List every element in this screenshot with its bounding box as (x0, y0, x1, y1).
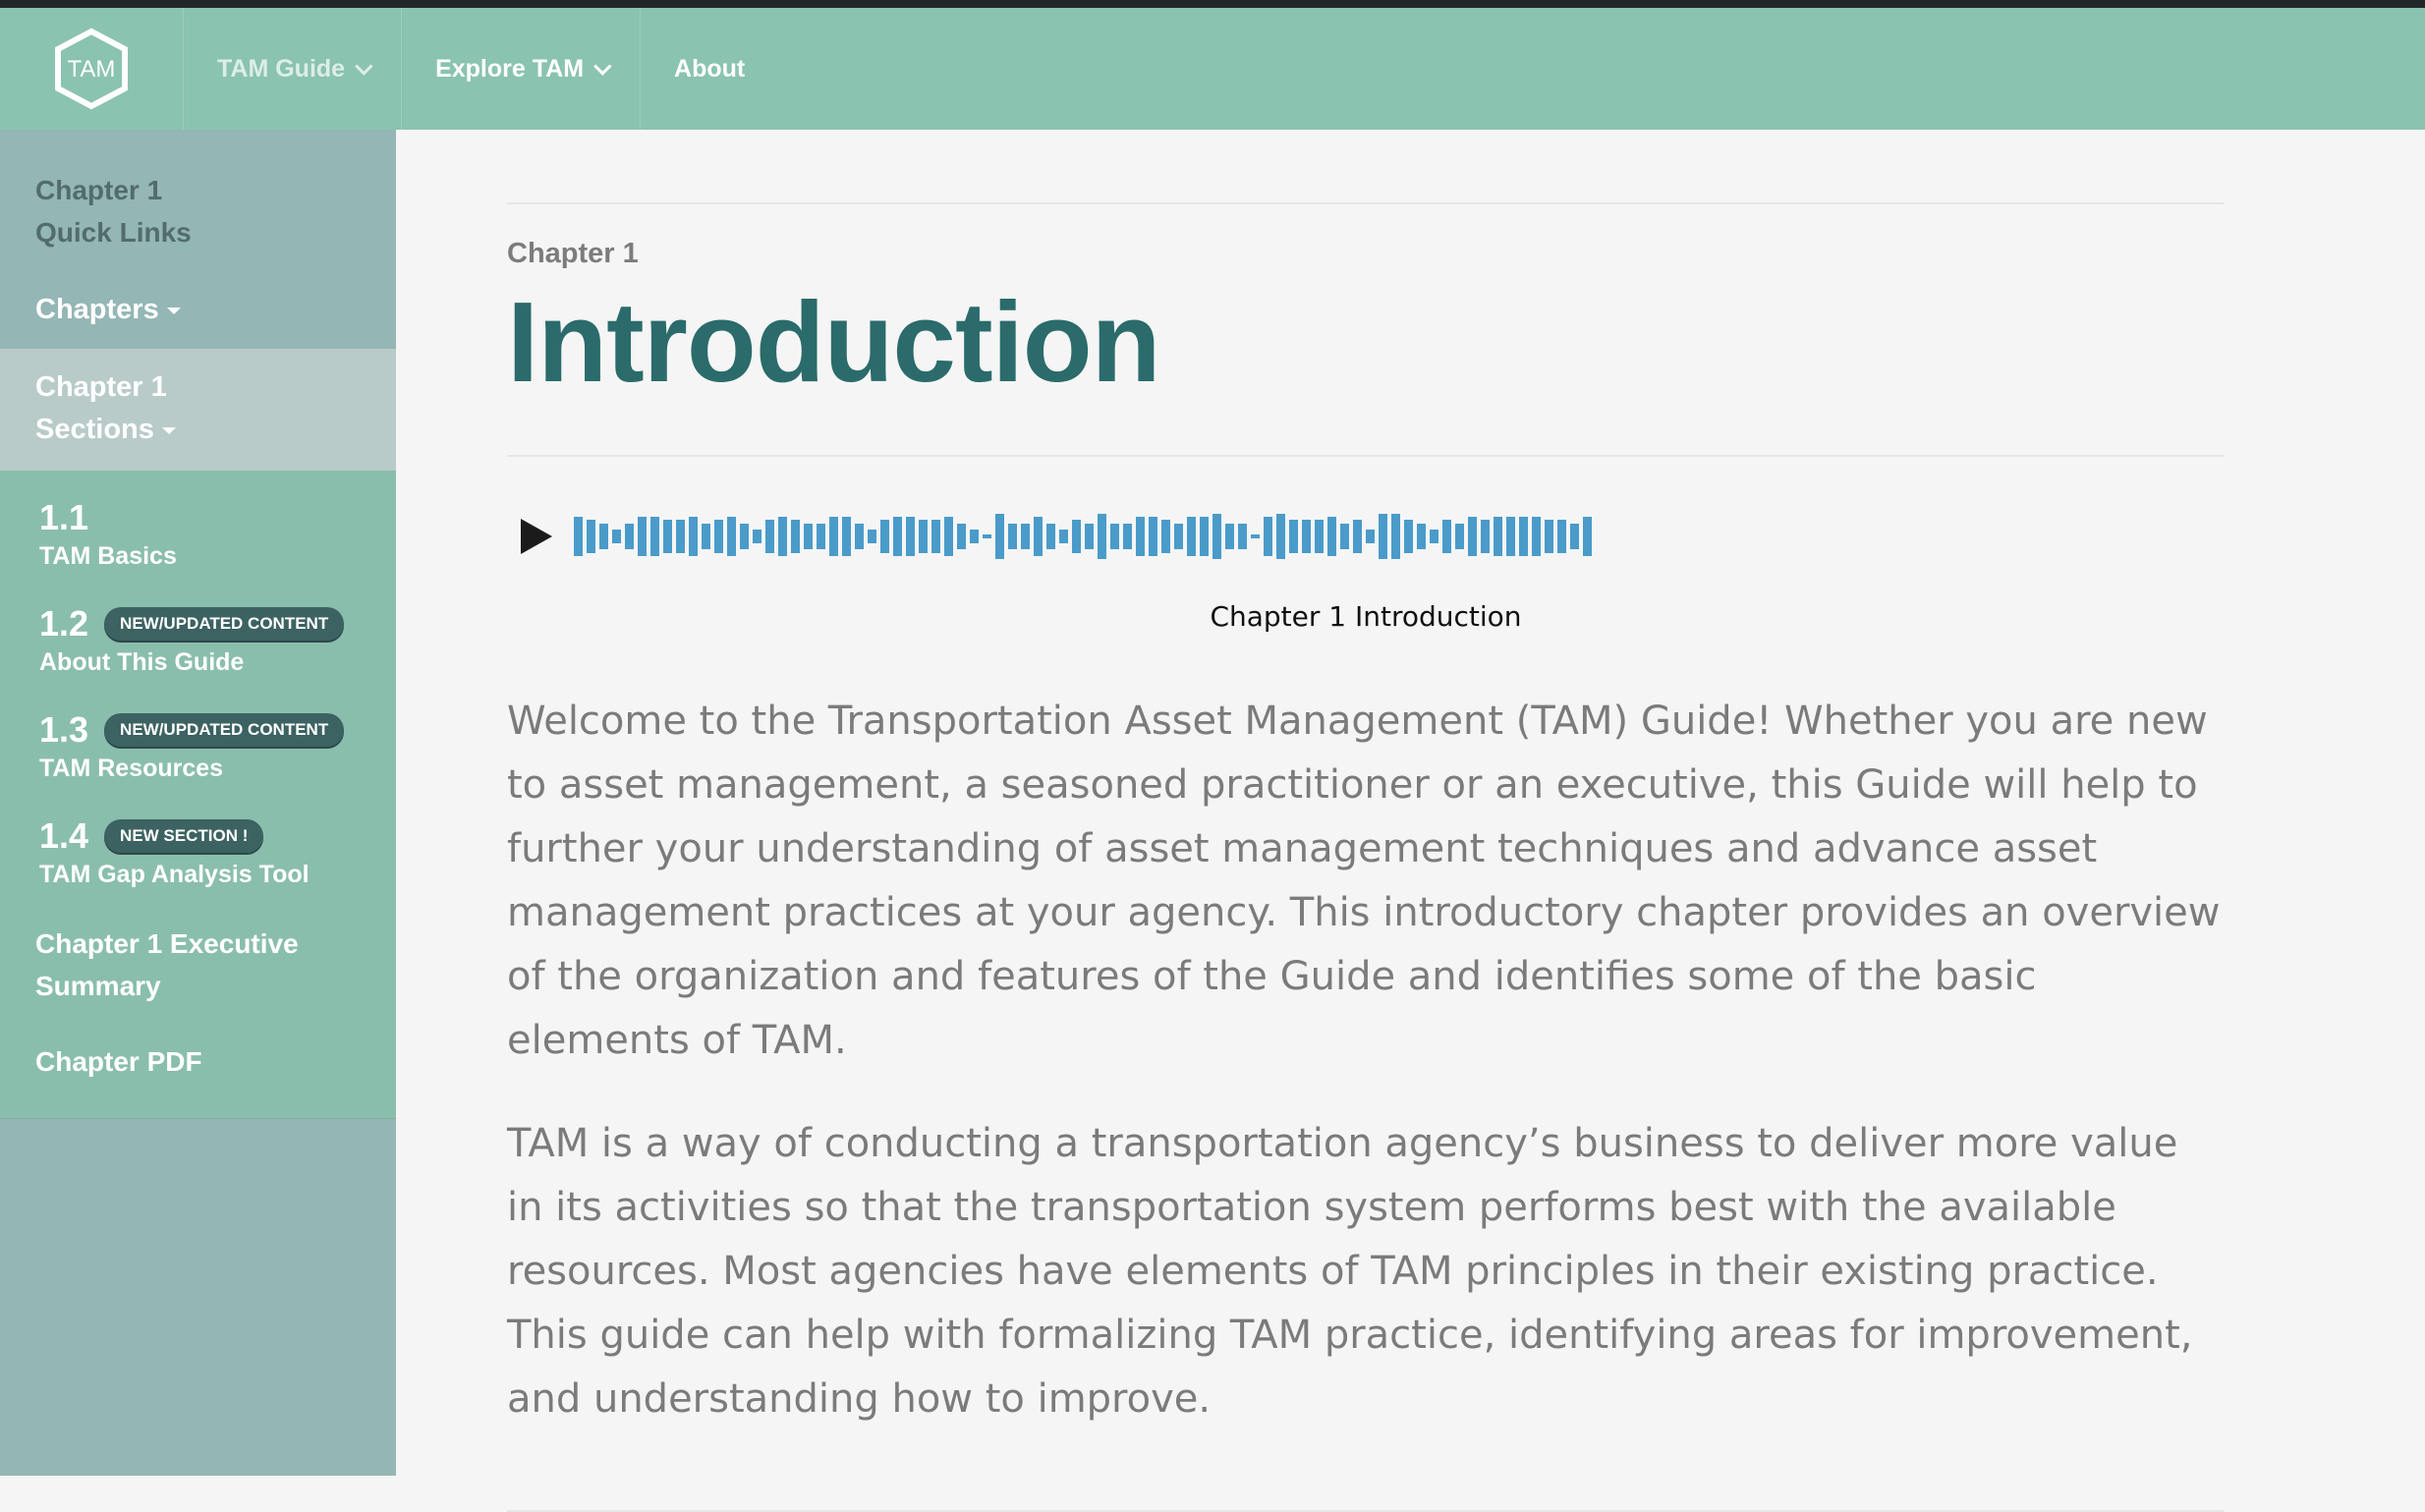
waveform-bar (599, 524, 608, 549)
status-badge: NEW SECTION ! (104, 819, 263, 853)
waveform-bar (970, 530, 979, 543)
waveform-bar (1545, 520, 1553, 553)
waveform-bar (817, 524, 825, 549)
sidebar-footer-links (0, 917, 396, 1119)
waveform-bar (714, 520, 723, 553)
waveform-bar (1353, 520, 1362, 553)
intro-paragraph-2: TAM is a way of conducting a transportation agency’s business to deliver more value in its activities so that the transportation system performs best with the available resources. Most agencies have elements of TAM principles in their existing practice. This guide can help with formalizing TAM practice, identifying areas for improvement, and understanding how to improve. (507, 1121, 2193, 1422)
chevron-down-icon (593, 57, 611, 75)
play-icon[interactable] (521, 519, 552, 554)
nav-explore-tam-label: Explore TAM (435, 54, 585, 83)
waveform-bar (1200, 517, 1209, 556)
waveform-bar (1034, 517, 1043, 556)
section-number: 1.1 (39, 497, 89, 537)
sidebar-item-section-1-2[interactable] (0, 588, 396, 695)
waveform-bar (983, 534, 991, 538)
chapters-dropdown[interactable] (0, 253, 396, 349)
waveform-bar (1046, 524, 1055, 549)
section-number: 1.3 (39, 709, 89, 750)
waveform-bar (663, 520, 672, 553)
chapters-label: Chapters (35, 294, 159, 325)
waveform-bar (1379, 514, 1387, 559)
waveform-bar (625, 524, 634, 549)
waveform-bar (702, 524, 710, 549)
waveform-bar (1583, 517, 1592, 556)
waveform-bar (1506, 517, 1515, 556)
executive-summary-link[interactable] (35, 923, 361, 1007)
audio-waveform[interactable] (574, 512, 1592, 561)
section-number: 1.4 (39, 815, 89, 856)
waveform-bar (1455, 524, 1464, 549)
waveform-bar (906, 517, 915, 556)
site-header (0, 8, 2425, 130)
divider (507, 202, 2225, 204)
intro-paragraph-1: Welcome to the Transportation Asset Management (TAM) Guide! Whether you are new to asset management, a seasoned practitioner or an executive, this Guide will help to further your understanding of asset management techniques and advance asset management practices at your agency. This introductory chapter provides an overview of the organization and features of the Guide and identifies some of the basic elements of TAM. (507, 699, 2221, 1063)
waveform-bar (1442, 520, 1451, 553)
waveform-bar (1404, 520, 1413, 553)
page-title: Introduction (507, 278, 1160, 406)
waveform-bar (1494, 517, 1502, 556)
waveform-bar (1085, 524, 1094, 549)
waveform-bar (765, 520, 774, 553)
waveform-bar (1340, 524, 1349, 549)
waveform-bar (1123, 524, 1132, 549)
caret-down-icon (167, 308, 181, 314)
waveform-bar (995, 514, 1004, 559)
waveform-bar (893, 517, 902, 556)
waveform-bar (842, 517, 851, 556)
chapter-pdf-link[interactable]: Chapter PDF (35, 1046, 202, 1077)
waveform-bar (1302, 520, 1311, 553)
waveform-bar (1021, 524, 1030, 549)
waveform-bar (1391, 514, 1400, 559)
waveform-bar (650, 517, 659, 556)
audio-caption: Chapter 1 Introduction (1210, 600, 1522, 633)
divider (507, 455, 2225, 457)
waveform-bar (689, 517, 698, 556)
waveform-bar (612, 530, 621, 543)
waveform-bar (1430, 530, 1438, 543)
waveform-bar (1149, 517, 1157, 556)
section-number: 1.2 (39, 603, 89, 644)
waveform-bar (919, 520, 928, 553)
sections-line1: Chapter 1 (35, 371, 167, 403)
quick-links-line1: Chapter 1 (35, 175, 163, 205)
waveform-bar (1136, 517, 1145, 556)
waveform-bar (804, 524, 813, 549)
top-border (0, 0, 2425, 8)
exec-line1: Chapter 1 Executive (35, 928, 299, 959)
nav-tam-guide-label: TAM Guide (217, 54, 346, 83)
section-title: TAM Gap Analysis Tool (39, 861, 310, 888)
nav-explore-tam[interactable] (402, 8, 641, 130)
waveform-bar (1098, 514, 1106, 559)
section-list (0, 471, 396, 917)
waveform-bar (1174, 524, 1183, 549)
status-badge: NEW/UPDATED CONTENT (104, 607, 344, 641)
waveform-bar (1315, 520, 1324, 553)
waveform-bar (753, 530, 761, 543)
waveform-bar (638, 517, 647, 556)
waveform-bar (1570, 524, 1579, 549)
section-title: TAM Basics (39, 542, 177, 570)
waveform-bar (1264, 517, 1272, 556)
waveform-bar (791, 520, 800, 553)
waveform-bar (574, 517, 583, 556)
waveform-bar (676, 520, 685, 553)
main-content (507, 130, 2225, 1512)
waveform-bar (1072, 520, 1081, 553)
chapter-sidebar (0, 130, 396, 1476)
caret-down-icon (162, 427, 176, 434)
waveform-bar (1251, 534, 1260, 538)
waveform-bar (778, 517, 787, 556)
chevron-down-icon (355, 57, 372, 75)
waveform-bar (880, 520, 889, 553)
waveform-bar (1008, 524, 1017, 549)
svg-text:TAM: TAM (67, 56, 116, 83)
waveform-bar (931, 520, 940, 553)
nav-tam-guide[interactable] (184, 8, 402, 130)
waveform-bar (1417, 524, 1426, 549)
chapter-label: Chapter 1 (507, 238, 639, 269)
waveform-bar (1468, 517, 1477, 556)
waveform-bar (727, 517, 736, 556)
quick-links-line2: Quick Links (35, 217, 192, 248)
sidebar-item-section-1-1[interactable] (0, 482, 396, 588)
waveform-bar (868, 530, 876, 543)
sections-line2: Sections (35, 414, 154, 445)
waveform-bar (1276, 514, 1285, 559)
nav-about[interactable] (641, 8, 778, 130)
waveform-bar (1519, 517, 1528, 556)
waveform-bar (740, 524, 749, 549)
status-badge: NEW/UPDATED CONTENT (104, 713, 344, 747)
section-title: TAM Resources (39, 755, 224, 782)
exec-line2: Summary (35, 971, 161, 1001)
sections-dropdown[interactable] (0, 349, 396, 471)
waveform-bar (944, 517, 953, 556)
waveform-bar (1225, 524, 1234, 549)
waveform-bar (1532, 517, 1541, 556)
waveform-bar (1481, 520, 1490, 553)
waveform-bar (1366, 530, 1375, 543)
waveform-bar (1187, 517, 1196, 556)
waveform-bar (855, 524, 864, 549)
section-title: About This Guide (39, 648, 245, 676)
waveform-bar (587, 520, 595, 553)
waveform-bar (1212, 514, 1221, 559)
waveform-bar (1327, 517, 1336, 556)
waveform-bar (1557, 520, 1566, 553)
sidebar-item-section-1-3[interactable] (0, 695, 396, 801)
waveform-bar (1289, 520, 1298, 553)
nav-about-label: About (674, 54, 746, 83)
waveform-bar (1059, 530, 1068, 543)
waveform-bar (1161, 520, 1170, 553)
audio-player (507, 512, 2225, 561)
waveform-bar (1110, 524, 1119, 549)
quick-links-heading[interactable] (0, 130, 396, 253)
waveform-bar (829, 517, 838, 556)
waveform-bar (957, 524, 966, 549)
sidebar-item-section-1-4[interactable] (0, 801, 396, 907)
tam-logo-icon (54, 28, 129, 110)
waveform-bar (1238, 524, 1247, 549)
tam-logo[interactable] (0, 8, 184, 130)
